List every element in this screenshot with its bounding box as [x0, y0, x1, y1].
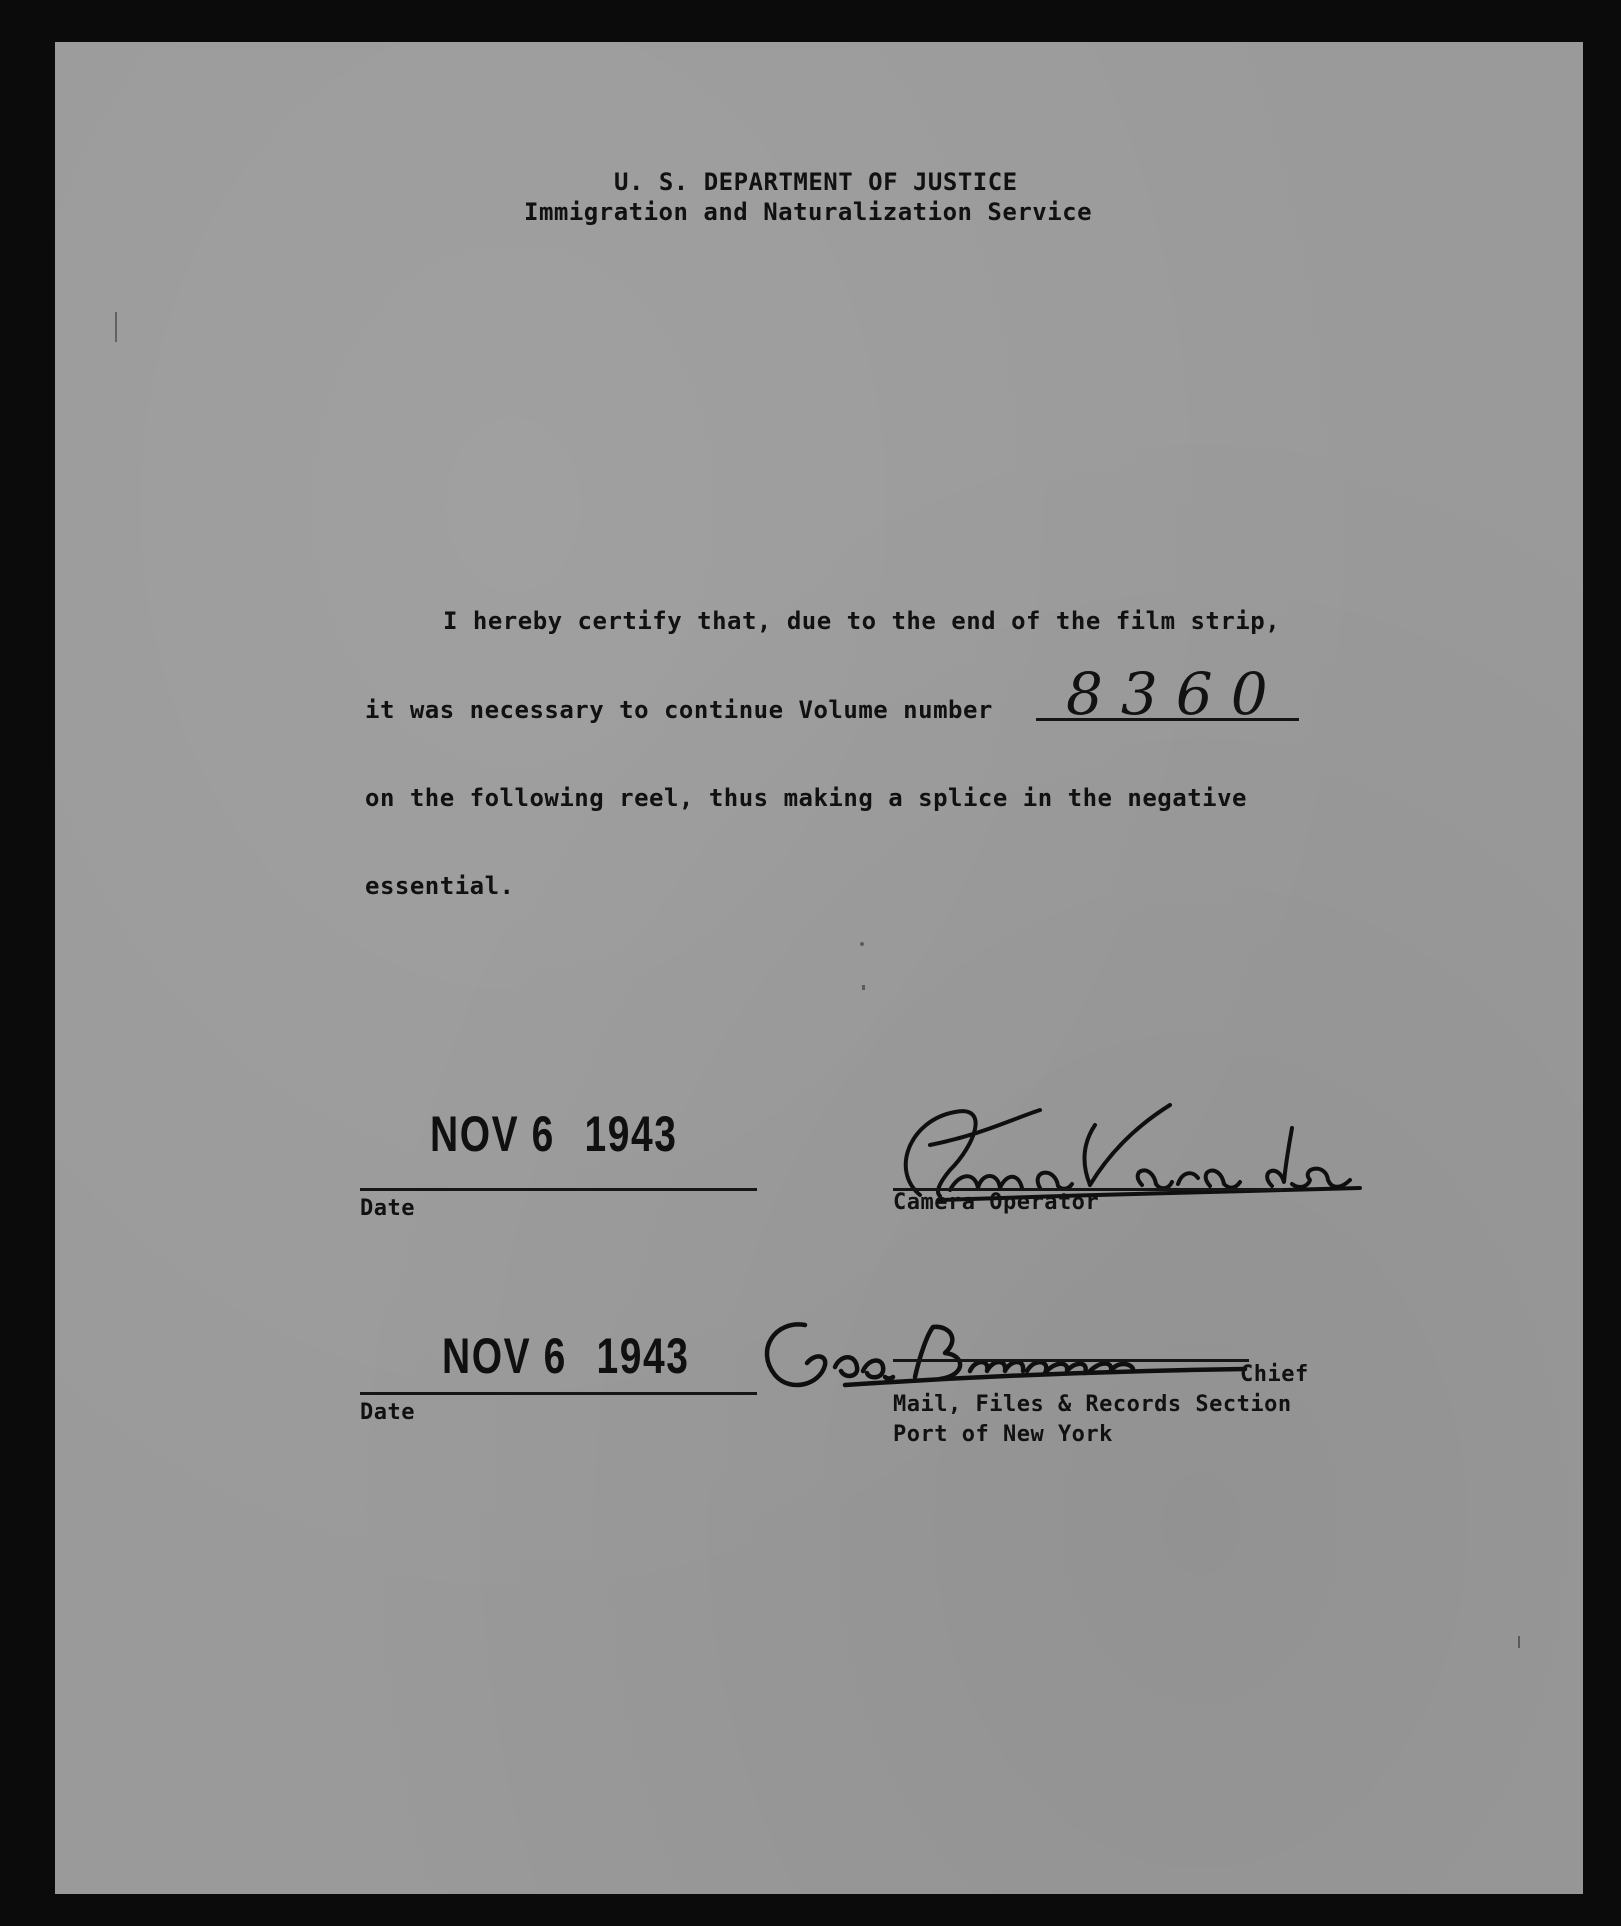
chief-title-label: Chief	[1240, 1362, 1309, 1387]
port-label: Port of New York	[893, 1422, 1113, 1447]
document-page	[55, 42, 1583, 1894]
certificate-line-2: it was necessary to continue Volume number	[365, 696, 993, 724]
scan-edge-mark	[115, 312, 123, 342]
scan-speck	[862, 985, 865, 990]
date-stamp-year: 1943	[596, 1328, 690, 1384]
camera-operator-label: Camera Operator	[893, 1190, 1100, 1215]
signature-line-chief	[893, 1359, 1249, 1362]
date-stamp-camera	[430, 1105, 677, 1163]
certificate-line-1: I hereby certify that, due to the end of the film strip,	[443, 607, 1281, 635]
agency-heading: Immigration and Naturalization Service	[524, 198, 1093, 226]
certificate-line-3: on the following reel, thus making a splice in the negative	[365, 784, 1248, 812]
date-label-camera: Date	[360, 1196, 415, 1221]
date-stamp-month-day: NOV 6	[442, 1328, 567, 1384]
date-line-camera	[360, 1188, 757, 1191]
volume-number-handwritten: 8360	[1066, 660, 1286, 728]
date-stamp-month-day: NOV 6	[430, 1106, 555, 1162]
certificate-line-4: essential.	[365, 872, 515, 900]
date-line-chief	[360, 1392, 757, 1395]
date-stamp-chief	[442, 1327, 689, 1385]
scan-speck	[1518, 1636, 1520, 1648]
date-stamp-year: 1943	[584, 1106, 678, 1162]
date-label-chief: Date	[360, 1400, 415, 1425]
section-label: Mail, Files & Records Section	[893, 1392, 1292, 1417]
scan-speck	[860, 942, 864, 946]
department-heading: U. S. DEPARTMENT OF JUSTICE	[614, 168, 1018, 196]
